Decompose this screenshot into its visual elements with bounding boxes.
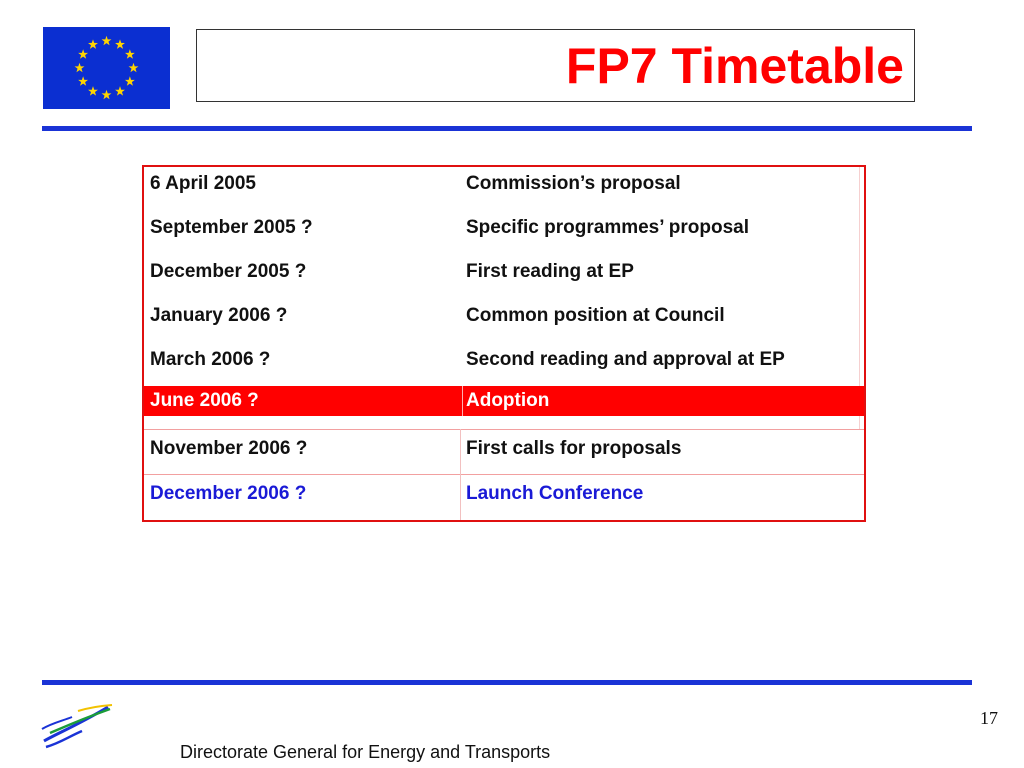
eu-star-icon xyxy=(125,76,135,85)
dg-tren-logo-icon xyxy=(38,703,114,751)
date-cell: June 2006 ? xyxy=(150,390,259,411)
eu-flag-icon xyxy=(43,27,170,109)
eu-star-icon xyxy=(115,39,125,48)
event-cell: Common position at Council xyxy=(466,305,725,326)
eu-star-icon xyxy=(75,63,85,72)
table-row xyxy=(144,477,864,521)
eu-star-icon xyxy=(78,49,88,58)
table-row xyxy=(144,343,864,387)
date-cell: December 2006 ? xyxy=(150,483,307,504)
event-cell: Commission’s proposal xyxy=(466,173,681,194)
event-cell: Second reading and approval at EP xyxy=(466,349,785,370)
table-row xyxy=(144,299,864,343)
page-number: 17 xyxy=(980,708,998,728)
eu-star-icon xyxy=(88,86,98,95)
date-cell: March 2006 ? xyxy=(150,349,271,370)
eu-star-icon xyxy=(88,39,98,48)
table-row xyxy=(144,167,864,211)
page-title: FP7 Timetable xyxy=(565,38,904,94)
table-row xyxy=(144,255,864,299)
row-divider xyxy=(144,429,864,430)
eu-flag-stars xyxy=(43,27,170,109)
top-divider xyxy=(42,126,972,131)
eu-star-icon xyxy=(115,86,125,95)
date-cell: September 2005 ? xyxy=(150,217,313,238)
timetable xyxy=(142,165,866,522)
eu-star-icon xyxy=(102,36,112,45)
eu-star-icon xyxy=(102,90,112,99)
date-cell: 6 April 2005 xyxy=(150,173,256,194)
table-row xyxy=(144,211,864,255)
table-row xyxy=(144,432,864,476)
table-row-highlighted xyxy=(144,386,864,416)
event-cell: Specific programmes’ proposal xyxy=(466,217,749,238)
footer-text: Directorate General for Energy and Transports xyxy=(180,742,551,762)
event-cell: First calls for proposals xyxy=(466,438,682,459)
eu-star-icon xyxy=(129,63,139,72)
title-box xyxy=(196,29,915,102)
date-cell: November 2006 ? xyxy=(150,438,308,459)
event-cell: Launch Conference xyxy=(466,483,644,504)
eu-star-icon xyxy=(125,49,135,58)
date-cell: December 2005 ? xyxy=(150,261,307,282)
bottom-divider xyxy=(42,680,972,685)
event-cell: First reading at EP xyxy=(466,261,634,282)
date-cell: January 2006 ? xyxy=(150,305,288,326)
eu-star-icon xyxy=(78,76,88,85)
event-cell: Adoption xyxy=(466,390,550,411)
column-divider xyxy=(462,386,463,416)
